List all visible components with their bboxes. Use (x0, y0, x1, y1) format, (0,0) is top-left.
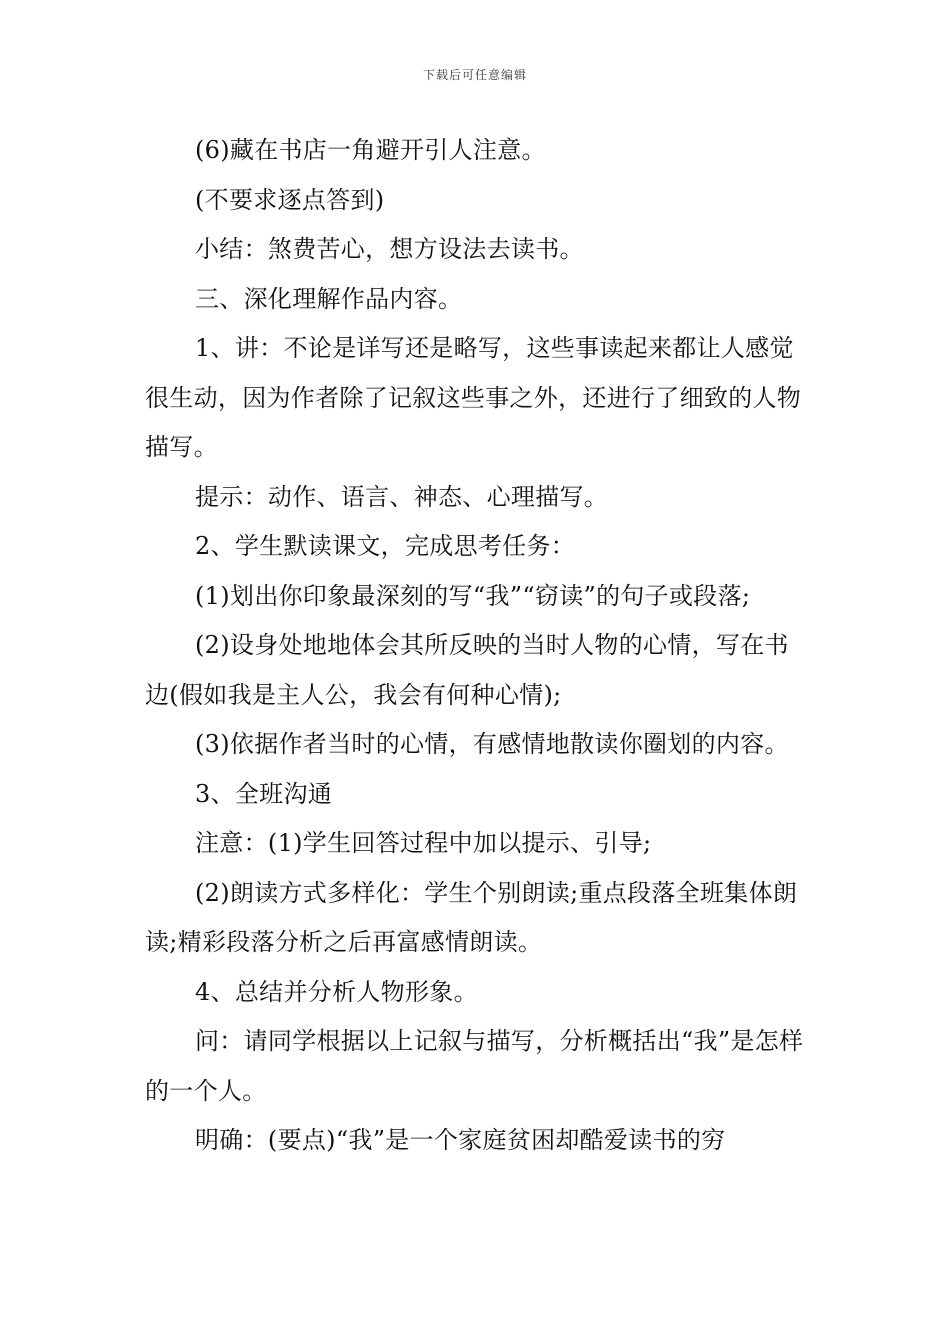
paragraph: (不要求逐点答到) (195, 185, 385, 214)
paragraph: 注意：(1)学生回答过程中加以提示、引导; (195, 829, 652, 857)
document-body (145, 126, 810, 1166)
paragraph: (1)划出你印象最深刻的写“我”“窃读”的句子或段落; (195, 581, 751, 610)
paragraph: (2)设身处地地体会其所反映的当时人物的心情，写在书边(假如我是主人公，我会有何种心情); (145, 631, 789, 709)
paragraph: 4、总结并分析人物形象。 (195, 977, 478, 1006)
header-note: 下载后可任意编辑 (422, 68, 527, 82)
paragraph: 1、讲：不论是详写还是略写，这些事读起来都让人感觉很生动，因为作者除了记叙这些事之外，还进行了细致的人物描写。 (145, 334, 802, 461)
paragraph: 2、学生默读课文，完成思考任务： (195, 532, 576, 560)
paragraph: (6)藏在书店一角避开引人注意。 (195, 136, 546, 164)
paragraph: (3)依据作者当时的心情，有感情地散读你圈划的内容。 (195, 730, 789, 758)
paragraph: (2)朗读方式多样化：学生个别朗读;重点段落全班集体朗读;精彩段落分析之后再富感情朗读。 (145, 878, 798, 956)
paragraph: 3、全班沟通 (195, 779, 333, 808)
paragraph: 小结：煞费苦心，想方设法去读书。 (195, 235, 584, 263)
paragraph: 明确：(要点)“我”是一个家庭贫困却酷爱读书的穷 (195, 1126, 726, 1154)
section-heading: 三、深化理解作品内容。 (195, 284, 463, 313)
paragraph: 提示：动作、语言、神态、心理描写。 (195, 482, 609, 511)
paragraph: 问：请同学根据以上记叙与描写，分析概括出“我”是怎样的一个人。 (145, 1027, 804, 1105)
